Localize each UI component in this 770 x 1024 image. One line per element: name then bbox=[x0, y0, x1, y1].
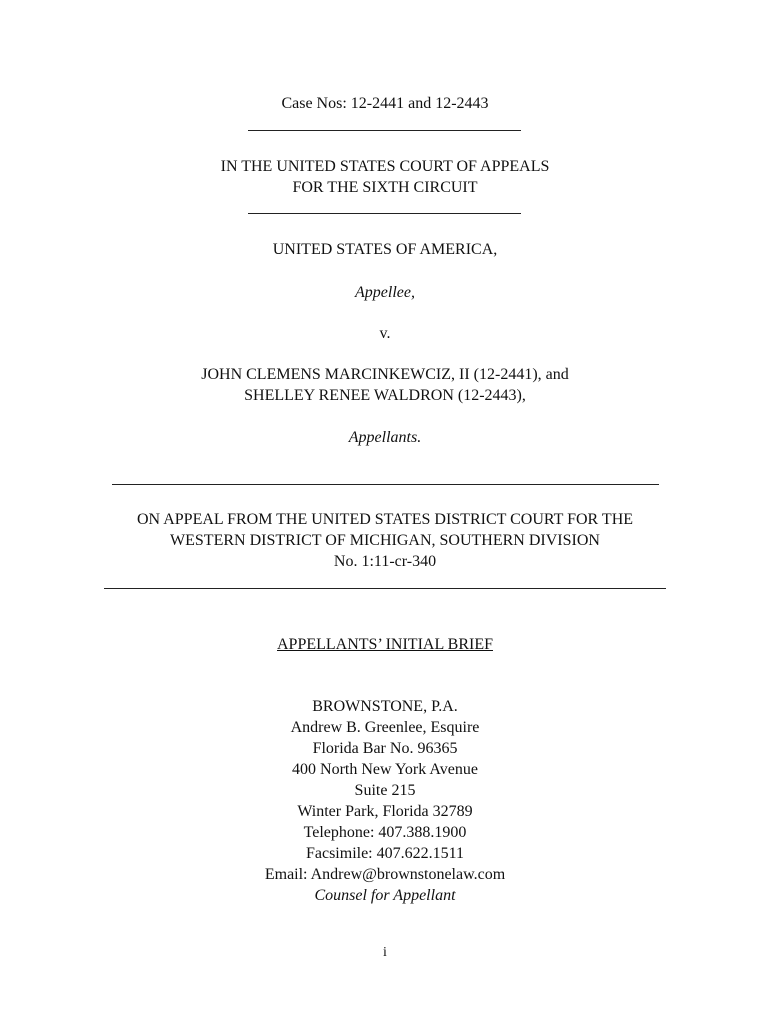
court-name-line-1: IN THE UNITED STATES COURT OF APPEALS bbox=[220, 158, 550, 175]
rule-below-appeal bbox=[104, 588, 666, 589]
counsel-suite: Suite 215 bbox=[354, 782, 416, 799]
counsel-telephone: Telephone: 407.388.1900 bbox=[303, 824, 467, 841]
appeal-line-1: ON APPEAL FROM THE UNITED STATES DISTRICT COURT FOR THE bbox=[136, 511, 634, 528]
appellants-line-1: JOHN CLEMENS MARCINKEWCIZ, II (12-2441), and bbox=[201, 366, 569, 383]
rule-above-appeal bbox=[112, 484, 659, 485]
appellee-party: UNITED STATES OF AMERICA, bbox=[272, 241, 498, 258]
court-name-line-2: FOR THE SIXTH CIRCUIT bbox=[292, 179, 478, 196]
appellants-line-2: SHELLEY RENEE WALDRON (12-2443), bbox=[244, 387, 526, 404]
counsel-attorney: Andrew B. Greenlee, Esquire bbox=[290, 719, 480, 736]
appellants-role: Appellants. bbox=[348, 429, 422, 446]
appeal-line-2: WESTERN DISTRICT OF MICHIGAN, SOUTHERN DIVISION bbox=[170, 532, 600, 549]
brief-title-text: APPELLANTS’ INITIAL BRIEF bbox=[277, 636, 493, 653]
appellee-role: Appellee, bbox=[355, 284, 415, 301]
versus: v. bbox=[379, 325, 391, 342]
counsel-city: Winter Park, Florida 32789 bbox=[297, 803, 473, 820]
counsel-bar-number: Florida Bar No. 96365 bbox=[312, 740, 458, 757]
case-numbers: Case Nos: 12-2441 and 12-2443 bbox=[281, 95, 489, 112]
counsel-firm: BROWNSTONE, P.A. bbox=[312, 698, 458, 715]
counsel-email: Email: Andrew@brownstonelaw.com bbox=[264, 866, 506, 883]
rule-under-court-name bbox=[248, 213, 521, 214]
rule-under-case-numbers bbox=[248, 130, 521, 131]
appeal-docket-number: No. 1:11-cr-340 bbox=[333, 553, 437, 570]
counsel-role: Counsel for Appellant bbox=[314, 887, 456, 904]
page-number: i bbox=[383, 945, 387, 960]
counsel-street: 400 North New York Avenue bbox=[292, 761, 478, 778]
brief-title bbox=[0, 635, 770, 655]
counsel-facsimile: Facsimile: 407.622.1511 bbox=[305, 845, 465, 862]
